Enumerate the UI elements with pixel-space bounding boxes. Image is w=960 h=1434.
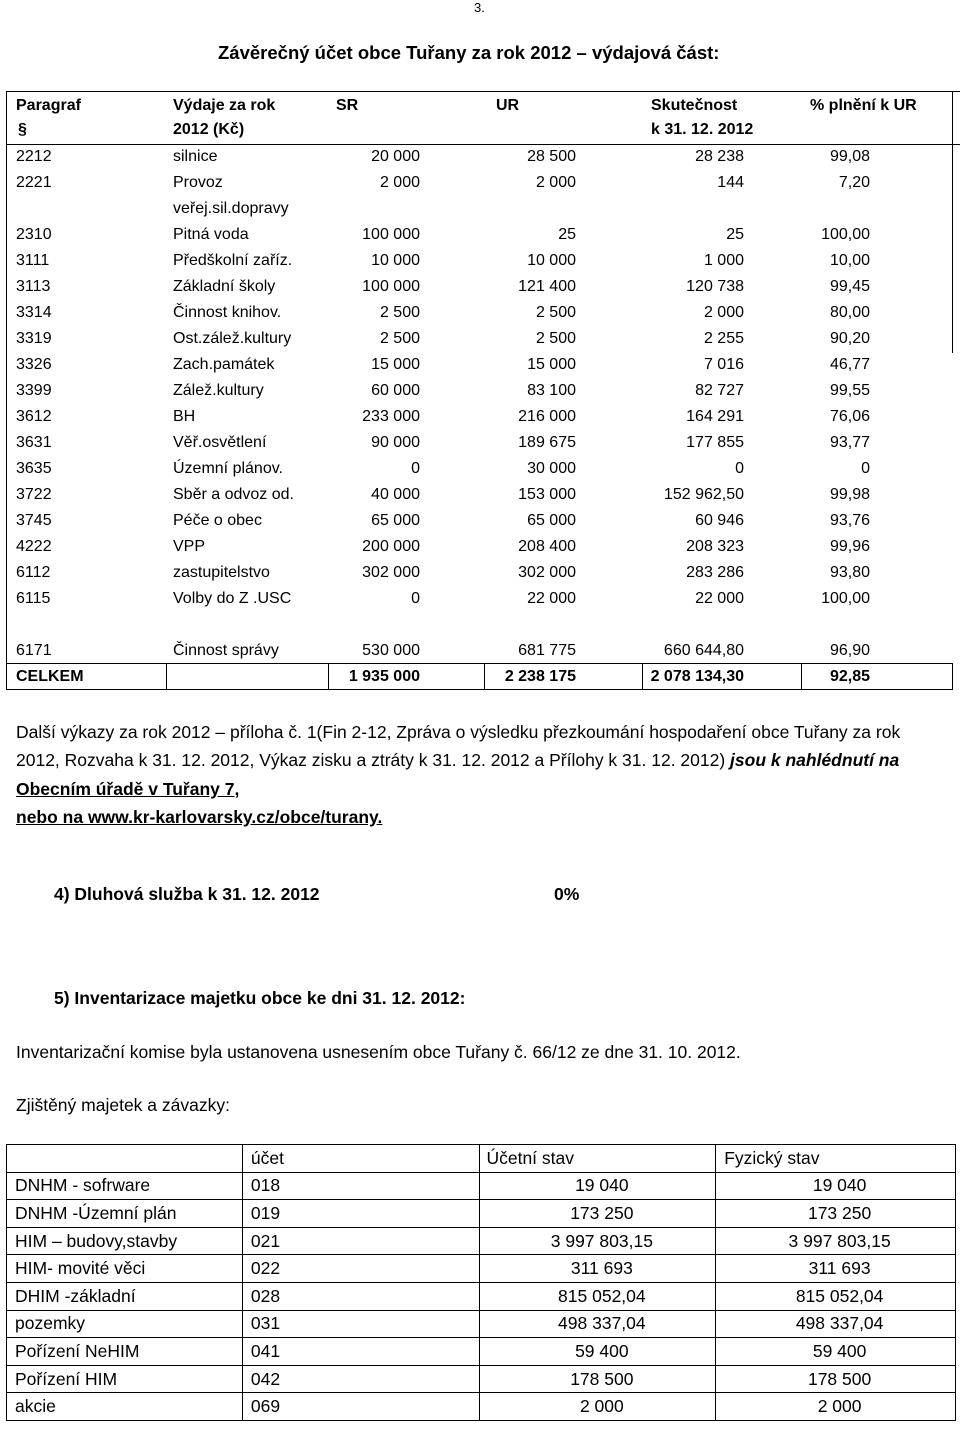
column-divider xyxy=(166,663,167,690)
row-name: VPP xyxy=(173,538,206,555)
row-name: Zálež.kultury xyxy=(173,382,264,399)
assets-label: Zjištěný majetek a závazky: xyxy=(16,1095,230,1115)
accounting-state: 173 250 xyxy=(480,1200,716,1228)
row-name: Základní školy xyxy=(173,278,276,295)
row-ur: 216 000 xyxy=(518,408,576,425)
row-paragraf: 3722 xyxy=(16,486,52,503)
row-divider xyxy=(6,663,953,664)
row-skutecnost: 2 255 xyxy=(703,330,744,347)
row-sr: 0 xyxy=(411,590,420,607)
row-name: BH xyxy=(173,408,196,425)
attachments-paragraph xyxy=(16,718,936,831)
accounting-state: 498 337,04 xyxy=(480,1310,716,1338)
row-paragraf: 2212 xyxy=(16,148,52,165)
row-skutecnost: 82 727 xyxy=(695,382,744,399)
physical-state: 815 052,04 xyxy=(716,1282,956,1310)
row-ur: 22 000 xyxy=(527,590,576,607)
row-sr: 20 000 xyxy=(371,148,420,165)
row-paragraf: 3745 xyxy=(16,512,52,529)
row-paragraf: 3399 xyxy=(16,382,52,399)
row-name: Péče o obec xyxy=(173,512,262,529)
header-paragraf-sign: § xyxy=(18,121,27,138)
row-name: Provoz xyxy=(173,174,223,191)
item-name: Pořízení HIM xyxy=(7,1365,243,1393)
row-paragraf: 2310 xyxy=(16,226,52,243)
row-ur: 302 000 xyxy=(518,564,576,581)
table-row xyxy=(7,1200,956,1228)
row-percent: 93,77 xyxy=(829,434,870,451)
row-paragraf: 3631 xyxy=(16,434,52,451)
row-skutecnost: 177 855 xyxy=(686,434,744,451)
row-name: Předškolní zaříz. xyxy=(173,252,293,269)
row-percent: 99,98 xyxy=(829,486,870,503)
attachments-text: Další výkazy za rok 2012 – příloha č. 1(Fin 2-12, Zpráva o výsledku přezkoumání hospodaření obce Tuřany za rok 2012, Rozvaha k 31. 12. 2012, Výkaz zisku a ztráty k 31. 12. 2012 a Přílohy k 31. 12. 2012) xyxy=(16,722,901,771)
header-skutecnost-2: k 31. 12. 2012 xyxy=(651,121,754,138)
row-ur: 208 400 xyxy=(518,538,576,555)
row-percent: 93,76 xyxy=(829,512,870,529)
row-paragraf: 6171 xyxy=(16,642,52,659)
row-percent: 7,20 xyxy=(838,174,870,191)
item-name: HIM – budovy,stavby xyxy=(7,1227,243,1255)
row-name-cont: veřej.sil.dopravy xyxy=(173,200,289,217)
physical-state: 178 500 xyxy=(716,1365,956,1393)
row-skutecnost: 144 xyxy=(717,174,744,191)
row-ur: 10 000 xyxy=(527,252,576,269)
row-name: Územní plánov. xyxy=(173,460,283,477)
row-name: Pitná voda xyxy=(173,226,249,243)
item-name: DNHM -Územní plán xyxy=(7,1200,243,1228)
item-name: Pořízení NeHIM xyxy=(7,1338,243,1366)
column-divider xyxy=(952,663,953,690)
row-percent: 100,00 xyxy=(821,590,870,607)
row-percent: 99,55 xyxy=(829,382,870,399)
total-skutecnost: 2 078 134,30 xyxy=(650,668,744,685)
row-percent: 46,77 xyxy=(829,356,870,373)
availability-text: jsou k nahlédnutí na xyxy=(730,750,900,771)
header-ur: UR xyxy=(496,97,520,114)
row-ur: 121 400 xyxy=(518,278,576,295)
row-sr: 100 000 xyxy=(362,278,420,295)
row-sr: 2 000 xyxy=(379,174,420,191)
row-paragraf: 6112 xyxy=(16,564,51,581)
row-paragraf: 3635 xyxy=(16,460,52,477)
row-ur: 153 000 xyxy=(518,486,576,503)
row-sr: 2 500 xyxy=(379,330,420,347)
row-skutecnost: 283 286 xyxy=(686,564,744,581)
row-percent: 99,96 xyxy=(829,538,870,555)
inventory-header-row xyxy=(7,1145,956,1173)
physical-state: 311 693 xyxy=(716,1255,956,1283)
row-percent: 99,45 xyxy=(829,278,870,295)
table-row xyxy=(7,1172,956,1200)
row-paragraf: 6115 xyxy=(16,590,51,607)
row-percent: 10,00 xyxy=(829,252,870,269)
row-skutecnost: 2 000 xyxy=(703,304,744,321)
account-number: 019 xyxy=(242,1200,480,1228)
section-4-heading xyxy=(54,884,580,905)
row-paragraf: 3111 xyxy=(16,252,50,269)
account-number: 041 xyxy=(242,1338,480,1366)
row-ur: 83 100 xyxy=(527,382,576,399)
accounting-state: 3 997 803,15 xyxy=(480,1227,716,1255)
row-ur: 15 000 xyxy=(527,356,576,373)
row-sr: 10 000 xyxy=(371,252,420,269)
account-number: 031 xyxy=(242,1310,480,1338)
total-label: CELKEM xyxy=(16,668,84,685)
header-sr: SR xyxy=(336,97,359,114)
physical-state: 19 040 xyxy=(716,1172,956,1200)
header-vydaje: Výdaje za rok xyxy=(173,97,276,114)
row-skutecnost: 1 000 xyxy=(703,252,744,269)
row-ur: 28 500 xyxy=(527,148,576,165)
expenditure-table xyxy=(6,91,960,691)
row-skutecnost: 22 000 xyxy=(695,590,744,607)
row-skutecnost: 164 291 xyxy=(686,408,744,425)
row-paragraf: 3113 xyxy=(16,278,51,295)
table-row xyxy=(7,1365,956,1393)
row-ur: 2 500 xyxy=(535,330,576,347)
row-percent: 99,08 xyxy=(829,148,870,165)
row-sr: 200 000 xyxy=(362,538,420,555)
section-5-heading: 5) Inventarizace majetku obce ke dni 31. 12. 2012: xyxy=(54,988,466,1008)
row-paragraf: 3612 xyxy=(16,408,52,425)
column-divider xyxy=(642,663,643,690)
item-name: HIM- movité věci xyxy=(7,1255,243,1283)
row-sr: 40 000 xyxy=(371,486,420,503)
account-number: 021 xyxy=(242,1227,480,1255)
row-ur: 2 000 xyxy=(535,174,576,191)
item-name: akcie xyxy=(7,1393,243,1421)
row-skutecnost: 25 xyxy=(726,226,744,243)
row-percent: 0 xyxy=(861,460,870,477)
column-divider xyxy=(484,663,485,690)
row-ur: 189 675 xyxy=(518,434,576,451)
debt-service-value: 0% xyxy=(554,884,580,904)
table-row xyxy=(7,1310,956,1338)
row-name: Volby do Z .USC xyxy=(173,590,292,607)
item-name: pozemky xyxy=(7,1310,243,1338)
header-skutecnost: Skutečnost xyxy=(651,97,738,114)
physical-state: 498 337,04 xyxy=(716,1310,956,1338)
table-row xyxy=(7,1282,956,1310)
account-number: 022 xyxy=(242,1255,480,1283)
account-number: 069 xyxy=(242,1393,480,1421)
item-name: DHIM -základní xyxy=(7,1282,243,1310)
header-item xyxy=(7,1145,243,1173)
row-name: Sběr a odvoz od. xyxy=(173,486,294,503)
row-name: Ost.zálež.kultury xyxy=(173,330,292,347)
accounting-state: 59 400 xyxy=(480,1338,716,1366)
row-name: silnice xyxy=(173,148,218,165)
header-vydaje-2: 2012 (Kč) xyxy=(173,121,245,138)
row-skutecnost: 0 xyxy=(735,460,744,477)
page-title: Závěrečný účet obce Tuřany za rok 2012 – výdajová část: xyxy=(218,42,720,63)
row-divider xyxy=(6,91,960,92)
table-row xyxy=(7,1393,956,1421)
row-sr: 15 000 xyxy=(371,356,420,373)
table-row xyxy=(7,1227,956,1255)
physical-state: 3 997 803,15 xyxy=(716,1227,956,1255)
row-sr: 90 000 xyxy=(371,434,420,451)
row-ur: 30 000 xyxy=(527,460,576,477)
page-number: 3. xyxy=(474,0,485,15)
row-ur: 2 500 xyxy=(535,304,576,321)
row-paragraf: 3326 xyxy=(16,356,52,373)
row-sr: 0 xyxy=(411,460,420,477)
row-ur: 681 775 xyxy=(518,642,576,659)
row-name: Činnost knihov. xyxy=(173,304,282,321)
header-account: účet xyxy=(242,1145,480,1173)
row-paragraf: 3314 xyxy=(16,304,52,321)
row-ur: 25 xyxy=(558,226,576,243)
table-row xyxy=(7,1338,956,1366)
row-sr: 233 000 xyxy=(362,408,420,425)
accounting-state: 2 000 xyxy=(480,1393,716,1421)
account-number: 028 xyxy=(242,1282,480,1310)
header-plneni: % plnění k UR xyxy=(810,97,917,114)
row-paragraf: 2221 xyxy=(16,174,52,191)
physical-state: 59 400 xyxy=(716,1338,956,1366)
accounting-state: 311 693 xyxy=(480,1255,716,1283)
accounting-state: 19 040 xyxy=(480,1172,716,1200)
commission-text: Inventarizační komise byla ustanovena usnesením obce Tuřany č. 66/12 ze dne 31. 10. 2012. xyxy=(16,1042,741,1062)
row-name: Zach.památek xyxy=(173,356,275,373)
row-name: Věř.osvětlení xyxy=(173,434,267,451)
row-ur: 65 000 xyxy=(527,512,576,529)
column-divider xyxy=(952,91,953,353)
row-name: Činnost správy xyxy=(173,642,279,659)
account-number: 018 xyxy=(242,1172,480,1200)
row-divider xyxy=(6,689,953,690)
physical-state: 2 000 xyxy=(716,1393,956,1421)
row-skutecnost: 152 962,50 xyxy=(663,486,744,503)
row-paragraf: 4222 xyxy=(16,538,52,555)
row-skutecnost: 60 946 xyxy=(695,512,744,529)
debt-service-label: 4) Dluhová služba k 31. 12. 2012 xyxy=(54,884,320,904)
row-percent: 96,90 xyxy=(829,642,870,659)
row-percent: 100,00 xyxy=(821,226,870,243)
office-address: Obecním úřadě v Tuřany 7, xyxy=(16,778,240,799)
website-link[interactable]: nebo na www.kr-karlovarsky.cz/obce/turany. xyxy=(16,806,383,827)
table-row xyxy=(7,1255,956,1283)
account-number: 042 xyxy=(242,1365,480,1393)
total-percent: 92,85 xyxy=(829,668,870,685)
row-sr: 530 000 xyxy=(362,642,420,659)
row-divider xyxy=(6,144,960,145)
accounting-state: 178 500 xyxy=(480,1365,716,1393)
item-name: DNHM - sofrware xyxy=(7,1172,243,1200)
row-sr: 302 000 xyxy=(362,564,420,581)
total-ur: 2 238 175 xyxy=(504,668,576,685)
row-sr: 100 000 xyxy=(362,226,420,243)
header-accounting-state: Účetní stav xyxy=(480,1145,716,1173)
column-divider xyxy=(328,663,329,690)
column-divider xyxy=(801,663,802,690)
total-sr: 1 935 000 xyxy=(348,668,420,685)
row-percent: 76,06 xyxy=(829,408,870,425)
row-paragraf: 3319 xyxy=(16,330,52,347)
header-physical-state: Fyzický stav xyxy=(716,1145,956,1173)
row-percent: 93,80 xyxy=(829,564,870,581)
row-skutecnost: 28 238 xyxy=(695,148,744,165)
row-skutecnost: 7 016 xyxy=(703,356,744,373)
row-name: zastupitelstvo xyxy=(173,564,270,581)
header-paragraf: Paragraf xyxy=(16,97,81,114)
column-divider xyxy=(6,91,7,690)
row-percent: 80,00 xyxy=(829,304,870,321)
row-sr: 60 000 xyxy=(371,382,420,399)
row-percent: 90,20 xyxy=(829,330,870,347)
row-sr: 65 000 xyxy=(371,512,420,529)
row-skutecnost: 120 738 xyxy=(686,278,744,295)
row-sr: 2 500 xyxy=(379,304,420,321)
row-skutecnost: 208 323 xyxy=(686,538,744,555)
row-skutecnost: 660 644,80 xyxy=(663,642,744,659)
inventory-table xyxy=(6,1144,956,1421)
accounting-state: 815 052,04 xyxy=(480,1282,716,1310)
physical-state: 173 250 xyxy=(716,1200,956,1228)
